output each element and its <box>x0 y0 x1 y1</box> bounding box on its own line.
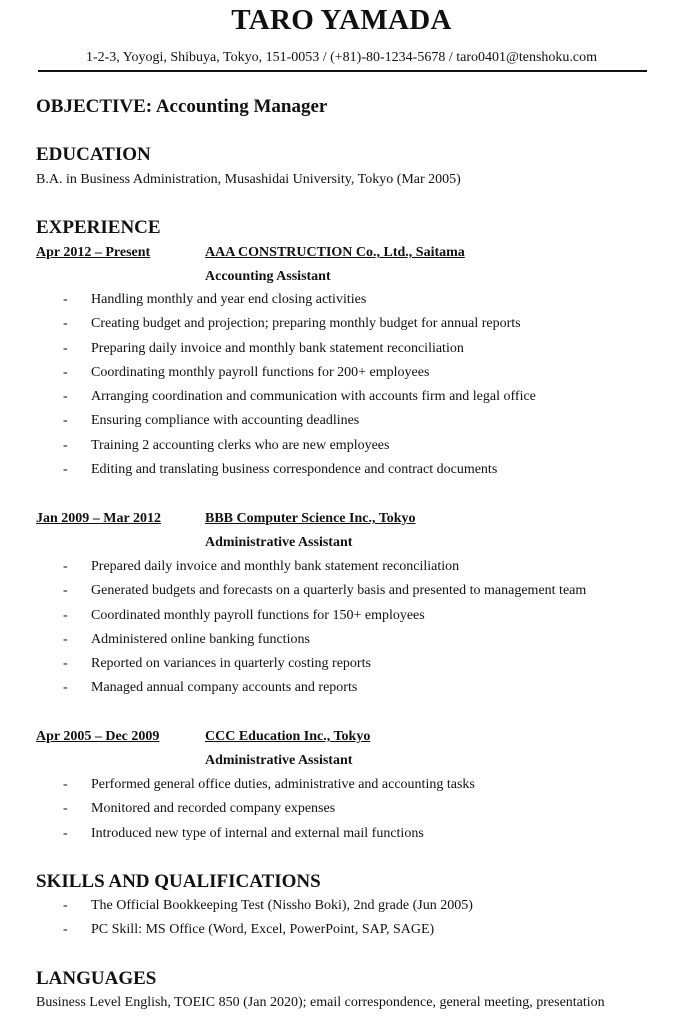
list-item <box>0 341 683 365</box>
job-bullets <box>0 292 683 486</box>
bullet-text: Arranging coordination and communication with accounts firm and legal office <box>91 389 536 405</box>
list-item <box>0 898 683 922</box>
bullet-text: Training 2 accounting clerks who are new employees <box>91 437 390 453</box>
dash-bullet: - <box>63 389 68 405</box>
job-company: CCC Education Inc., Tokyo <box>205 729 371 744</box>
job-dates: Jan 2009 – Mar 2012 <box>36 511 161 526</box>
dash-bullet: - <box>63 680 68 696</box>
bullet-text: Preparing daily invoice and monthly bank statement reconciliation <box>91 340 464 356</box>
bullet-text: Administered online banking functions <box>91 631 310 647</box>
dash-bullet: - <box>63 631 68 647</box>
job-title: Administrative Assistant <box>205 535 353 550</box>
list-item <box>0 462 683 486</box>
list-item <box>0 680 683 704</box>
dash-bullet: - <box>63 583 68 599</box>
dash-bullet: - <box>63 825 68 841</box>
bullet-text: Handling monthly and year end closing activities <box>91 292 367 307</box>
dash-bullet: - <box>63 898 68 913</box>
dash-bullet: - <box>63 413 68 429</box>
job-bullets <box>0 777 683 850</box>
bullet-text: Ensuring compliance with accounting deadlines <box>91 413 360 429</box>
job-dates: Apr 2005 – Dec 2009 <box>36 729 160 744</box>
dash-bullet: - <box>63 777 68 792</box>
list-item <box>0 608 683 632</box>
list-item <box>0 777 683 801</box>
list-item <box>0 316 683 340</box>
dash-bullet: - <box>63 607 68 623</box>
languages-line: Business Level English, TOEIC 850 (Jan 2020); email correspondence, general meeting, presentation <box>36 995 605 1010</box>
list-item <box>0 413 683 437</box>
dash-bullet: - <box>63 656 68 672</box>
job-dates: Apr 2012 – Present <box>36 245 151 260</box>
job-bullets <box>0 559 683 705</box>
job-title: Accounting Assistant <box>205 269 331 284</box>
dash-bullet: - <box>63 292 68 307</box>
experience-heading: EXPERIENCE <box>36 217 161 238</box>
job-title: Administrative Assistant <box>205 753 353 768</box>
list-item <box>0 438 683 462</box>
dash-bullet: - <box>63 922 68 938</box>
education-line: B.A. in Business Administration, Musashidai University, Tokyo (Mar 2005) <box>36 172 461 187</box>
list-item <box>0 389 683 413</box>
bullet-text: Coordinated monthly payroll functions for 150+ employees <box>91 607 425 623</box>
dash-bullet: - <box>63 801 68 817</box>
objective-heading: OBJECTIVE: Accounting Manager <box>36 96 328 117</box>
bullet-text: Performed general office duties, administrative and accounting tasks <box>91 777 475 792</box>
bullet-text: Prepared daily invoice and monthly bank statement reconciliation <box>91 559 460 574</box>
bullet-text: Coordinating monthly payroll functions for 200+ employees <box>91 364 430 380</box>
list-item <box>0 632 683 656</box>
languages-heading: LANGUAGES <box>36 968 157 989</box>
dash-bullet: - <box>63 437 68 453</box>
bullet-text: Reported on variances in quarterly costing reports <box>91 656 371 672</box>
bullet-text: Generated budgets and forecasts on a quarterly basis and presented to management team <box>91 583 587 599</box>
list-item <box>0 365 683 389</box>
dash-bullet: - <box>63 559 68 574</box>
list-item <box>0 922 683 946</box>
education-heading: EDUCATION <box>36 144 151 165</box>
list-item <box>0 801 683 825</box>
bullet-text: Creating budget and projection; preparing monthly budget for annual reports <box>91 316 521 332</box>
job-company: BBB Computer Science Inc., Tokyo <box>205 511 416 526</box>
list-item <box>0 826 683 850</box>
skills-bullets <box>0 898 683 947</box>
bullet-text: PC Skill: MS Office (Word, Excel, PowerPoint, SAP, SAGE) <box>91 922 435 938</box>
job-company: AAA CONSTRUCTION Co., Ltd., Saitama <box>205 245 465 260</box>
bullet-text: Monitored and recorded company expenses <box>91 801 336 817</box>
skills-heading: SKILLS AND QUALIFICATIONS <box>36 871 321 892</box>
dash-bullet: - <box>63 316 68 332</box>
dash-bullet: - <box>63 364 68 380</box>
contact-line: 1-2-3, Yoyogi, Shibuya, Tokyo, 151-0053 / (+81)-80-1234-5678 / taro0401@tenshoku.com <box>85 50 598 65</box>
header-rule <box>38 70 647 72</box>
bullet-text: Managed annual company accounts and reports <box>91 680 358 696</box>
list-item <box>0 656 683 680</box>
resume-name: TARO YAMADA <box>231 4 452 36</box>
list-item <box>0 292 683 316</box>
bullet-text: The Official Bookkeeping Test (Nissho Boki), 2nd grade (Jun 2005) <box>91 898 473 913</box>
bullet-text: Introduced new type of internal and external mail functions <box>91 825 424 841</box>
list-item <box>0 583 683 607</box>
dash-bullet: - <box>63 462 68 478</box>
list-item <box>0 559 683 583</box>
dash-bullet: - <box>63 340 68 356</box>
bullet-text: Editing and translating business correspondence and contract documents <box>91 462 498 478</box>
